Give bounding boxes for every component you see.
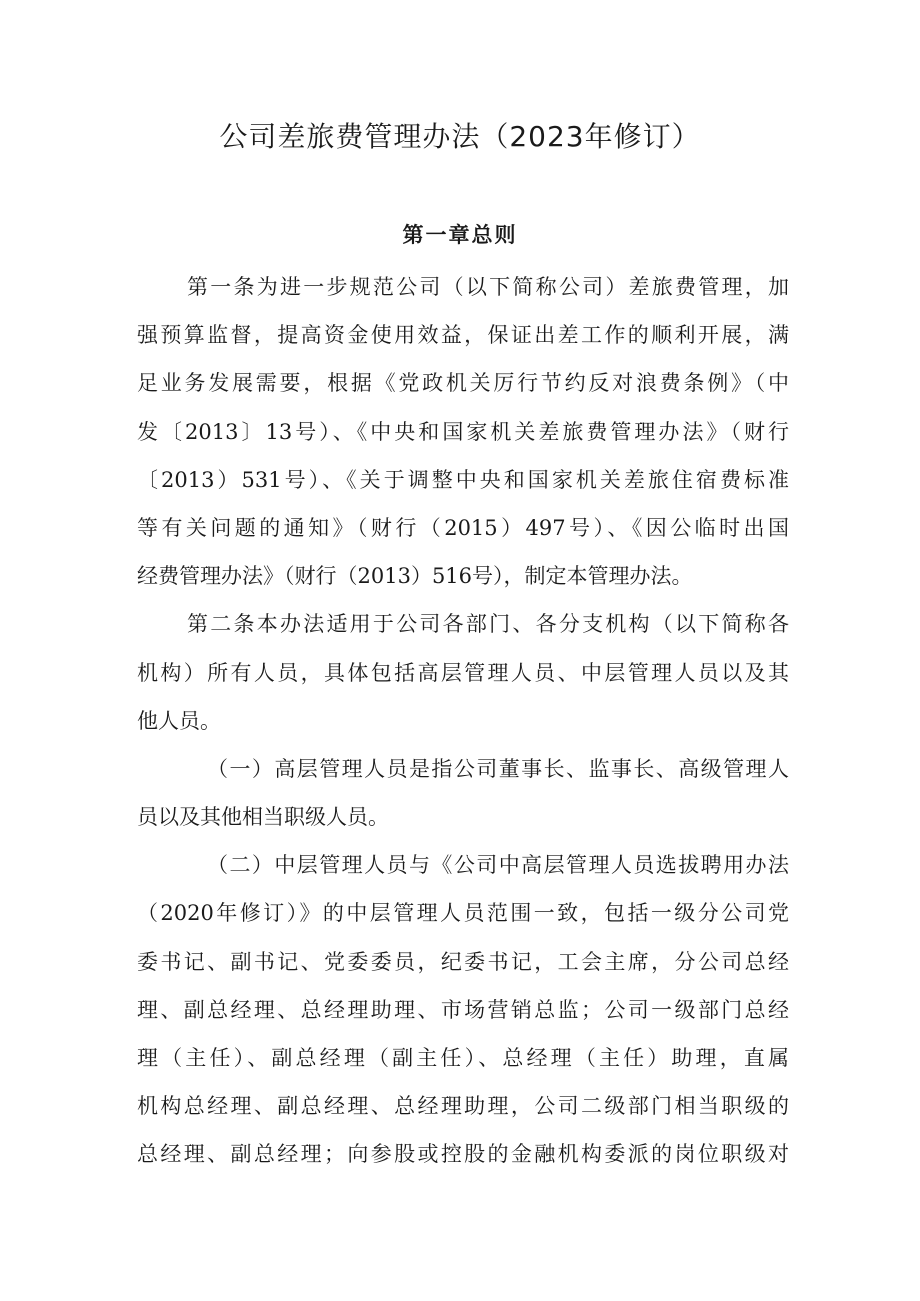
text-line: 足业务发展需要，根据《党政机关厉行节约反对浪费条例》（中 (137, 371, 789, 396)
text-line: 第二条本办法适用于公司各部门、各分支机构（以下简称各 (187, 612, 789, 637)
text-line: 机构总经理、副总经理、总经理助理，公司二级部门相当职级的 (137, 1094, 789, 1119)
text-line: 总经理、副总经理；向参股或控股的金融机构委派的岗位职级对 (137, 1142, 789, 1167)
body-text (137, 263, 789, 1179)
text-line: 经费管理办法》（财行（2013）516号），制定本管理办法。 (137, 564, 693, 589)
text-line: 机构）所有人员，具体包括高层管理人员、中层管理人员以及其 (137, 660, 789, 685)
text-line: 等有关问题的通知》（财行（2015）497号）、《因公临时出国 (137, 515, 789, 540)
chapter-heading: 第一章总则 (402, 223, 518, 247)
document-title: 公司差旅费管理办法（2023年修订） (219, 120, 701, 153)
text-line: 发〔2013〕13号）、《中央和国家机关差旅费管理办法》（财行 (137, 419, 789, 444)
text-line: 第一条为进一步规范公司（以下简称公司）差旅费管理，加 (187, 275, 789, 299)
text-line: 员以及其他相当职级人员。 (137, 805, 389, 830)
text-line: 委书记、副书记、党委委员，纪委书记，工会主席，分公司总经 (137, 949, 789, 974)
text-line: 〔2013）531号）、《关于调整中央和国家机关差旅住宿费标准 (137, 467, 789, 492)
text-line: 他人员。 (137, 708, 221, 733)
text-line: 强预算监督，提高资金使用效益，保证出差工作的顺利开展，满 (137, 323, 789, 348)
text-line: （一）高层管理人员是指公司董事长、监事长、高级管理人 (207, 756, 789, 781)
text-line: （二）中层管理人员与《公司中高层管理人员选拔聘用办法 (207, 853, 789, 878)
text-line: 理（主任）、副总经理（副主任）、总经理（主任）助理，直属 (137, 1046, 789, 1070)
text-line: 理、副总经理、总经理助理、市场营销总监；公司一级部门总经 (137, 997, 789, 1022)
text-line: （2020年修订）》的中层管理人员范围一致，包括一级分公司党 (137, 901, 789, 926)
